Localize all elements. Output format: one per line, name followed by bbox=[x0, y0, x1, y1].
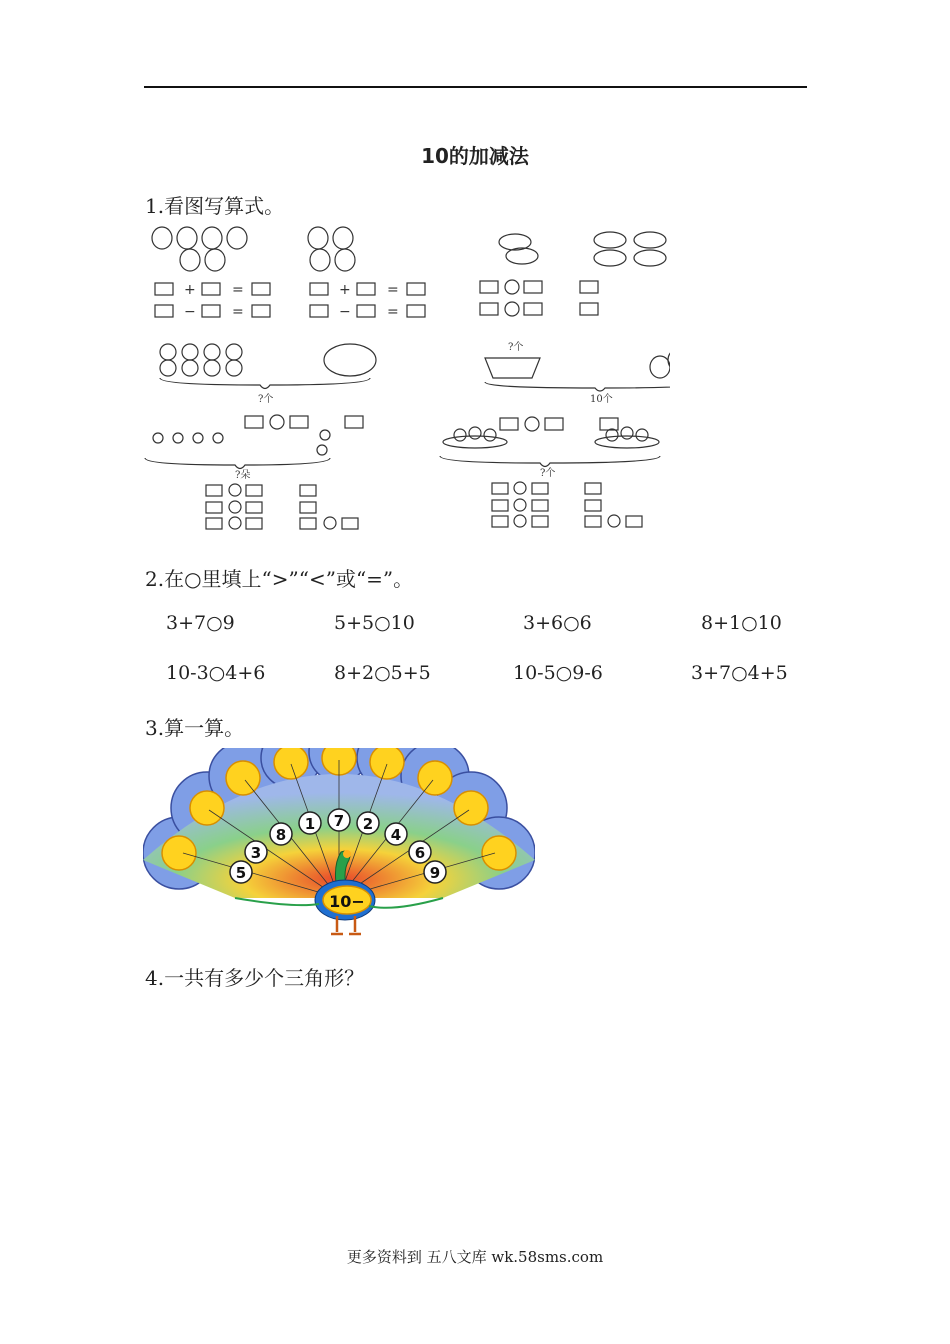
cap-group bbox=[499, 232, 670, 266]
peacock-number: 3 bbox=[250, 844, 262, 862]
q1-text-3: 10个 bbox=[590, 394, 613, 405]
q2-expr: 10-3○4+6 bbox=[166, 662, 266, 684]
q2-expr: 3+6○6 bbox=[523, 612, 592, 634]
q1-text-1: ?个 bbox=[258, 394, 274, 405]
peacock-figure bbox=[143, 748, 535, 940]
peacock-number: 1 bbox=[304, 815, 316, 833]
svg-text:=: = bbox=[232, 304, 244, 320]
question-2-label: 2.在○里填上“>”“<”或“=”。 bbox=[145, 567, 414, 591]
footer-text: 更多资料到 五八文库 wk.58sms.com bbox=[346, 1248, 604, 1266]
basket bbox=[485, 358, 540, 378]
peacock-number: 7 bbox=[333, 812, 345, 830]
q1-text-2: ?个 bbox=[508, 342, 524, 353]
svg-text:=: = bbox=[387, 282, 399, 298]
peacock-number: 8 bbox=[275, 826, 287, 844]
peacock-number: 5 bbox=[235, 864, 247, 882]
question-4-label: 4.一共有多少个三角形？ bbox=[145, 966, 365, 990]
question-3-label: 3.算一算。 bbox=[145, 716, 245, 740]
svg-text:−: − bbox=[184, 304, 196, 320]
q2-expr: 10-5○9-6 bbox=[513, 662, 603, 684]
q2-expr: 3+7○4+5 bbox=[691, 662, 788, 684]
q2-expr: 5+5○10 bbox=[334, 612, 415, 634]
question-1-label: 1.看图写算式。 bbox=[145, 194, 285, 218]
peacock-center-label: 10− bbox=[329, 892, 365, 911]
q1-text-5: ?个 bbox=[540, 468, 556, 479]
q2-expr: 3+7○9 bbox=[166, 612, 235, 634]
apple-group bbox=[160, 344, 242, 376]
svg-text:−: − bbox=[339, 304, 351, 320]
pear-group-2 bbox=[308, 227, 355, 271]
svg-text:=: = bbox=[232, 282, 244, 298]
peacock-number: 2 bbox=[362, 815, 374, 833]
hedgehog bbox=[324, 344, 376, 376]
plate-1 bbox=[443, 436, 507, 448]
peacock-number: 9 bbox=[429, 864, 441, 882]
top-rule bbox=[144, 86, 807, 88]
q2-expr: 8+1○10 bbox=[701, 612, 782, 634]
pear-group-1 bbox=[152, 227, 247, 271]
svg-text:=: = bbox=[387, 304, 399, 320]
svg-text:+: + bbox=[339, 282, 351, 298]
q1-text-4: ?朵 bbox=[235, 470, 251, 481]
question-1-figure bbox=[140, 220, 670, 535]
peacock-number: 4 bbox=[390, 826, 402, 844]
page-title: 10的加减法 bbox=[421, 144, 529, 168]
flower-group bbox=[153, 430, 330, 455]
peacock-number: 6 bbox=[414, 844, 426, 862]
q2-expr: 8+2○5+5 bbox=[334, 662, 431, 684]
op: + bbox=[184, 282, 196, 298]
plate-2 bbox=[595, 436, 659, 448]
